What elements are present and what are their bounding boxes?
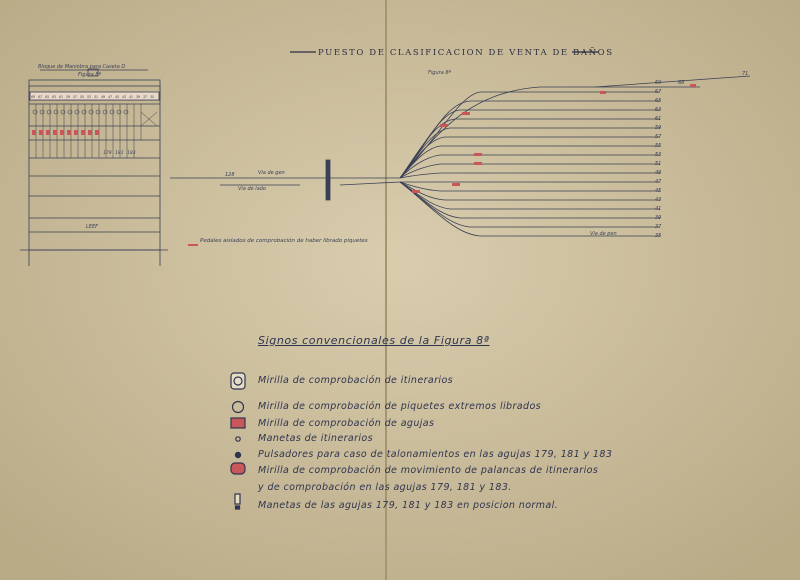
- lever-number: 67: [38, 95, 43, 99]
- lower-lever-number: 179: [103, 151, 112, 156]
- lever-number: 41: [129, 95, 134, 99]
- track-number: 57: [655, 134, 662, 140]
- lever-number: 51: [94, 95, 99, 99]
- track-number: 43: [655, 197, 662, 203]
- lower-lever-number: 183: [127, 151, 136, 156]
- lever-number: 53: [87, 95, 92, 99]
- figure-label-left: Figura 8ª: [78, 72, 101, 78]
- track-number: 51: [655, 161, 662, 167]
- legend-item-text: Manetas de itinerarios: [258, 433, 373, 444]
- track-number: 35: [655, 233, 662, 239]
- legend-item-text: Mirilla de comprobación de itinerarios: [258, 375, 453, 386]
- lever-number: 45: [115, 95, 120, 99]
- via-pen-label: Via de pen: [590, 231, 617, 237]
- panel-footer: LEEF: [86, 224, 98, 230]
- dot-icon: [235, 452, 240, 457]
- track-number: 37: [655, 224, 662, 230]
- track-number: 69: [655, 80, 662, 86]
- lever-number: 55: [80, 95, 85, 99]
- legend-title: Signos convencionales de la Figura 8ª: [258, 334, 490, 347]
- legend-item-text: y de comprobación en las agujas 179, 181 y 183.: [258, 482, 512, 493]
- legend-item-text: Mirilla de comprobación de agujas: [258, 418, 435, 429]
- track-number: 59: [655, 125, 662, 131]
- lever-number: 37: [143, 95, 148, 99]
- via-lado-label: Via de lado: [238, 186, 266, 192]
- lever-number: 57: [73, 95, 78, 99]
- track-number: 65: [655, 98, 662, 104]
- track-number: 61: [655, 116, 662, 122]
- track-number: 63: [655, 107, 662, 113]
- page-title: PUESTO DE CLASIFICACION DE VENTA DE BAÑOS: [318, 48, 614, 58]
- lever-number: 65: [45, 95, 50, 99]
- lever-number: 63: [52, 95, 57, 99]
- track-number: 41: [655, 206, 662, 212]
- track-number: 67: [655, 89, 662, 95]
- track-number: 71: [742, 71, 749, 77]
- legend-item-text: Mirilla de comprobación de movimiento de palancas de itinerarios: [258, 465, 599, 476]
- red-rectangle-icon: [231, 418, 245, 428]
- lever-number: 69: [31, 95, 36, 99]
- via-general-label: Via de gen: [258, 170, 285, 176]
- lower-lever-number: 181: [115, 151, 124, 156]
- legend-item-text: Pulsadores para caso de talonamientos en las agujas 179, 181 y 183: [258, 449, 613, 460]
- lever-number: 35: [150, 95, 155, 99]
- lever-number: 49: [101, 95, 106, 99]
- lever-number: 39: [136, 95, 141, 99]
- track-number: 49: [655, 170, 662, 176]
- red-rounded-rectangle-icon: [231, 463, 245, 474]
- lever-icon: [235, 494, 240, 509]
- lever-number: 61: [59, 95, 64, 99]
- track-number: 68: [678, 80, 685, 86]
- square-rounded-circle-icon: [231, 373, 245, 389]
- legend-item-text: Manetas de las agujas 179, 181 y 183 en posicion normal.: [258, 500, 559, 511]
- red-pedal-note: Pedales aislados de comprobación de haber librado piquetes: [200, 238, 368, 244]
- legend-item-text: Mirilla de comprobación de piquetes extremos librados: [258, 401, 542, 412]
- track-number: 45: [655, 188, 662, 194]
- lever-number: 47: [108, 95, 113, 99]
- track-number: 47: [655, 179, 662, 185]
- track-number: 55: [655, 143, 662, 149]
- km-label: 128: [225, 172, 235, 178]
- panel-caption: Bloque de Maniobra para Caseta D: [38, 64, 126, 70]
- track-number: 53: [655, 152, 662, 158]
- lever-number: 43: [122, 95, 127, 99]
- track-number: 39: [655, 215, 662, 221]
- figure-label-right: Figura 8ª: [428, 70, 451, 76]
- lever-number: 59: [66, 95, 71, 99]
